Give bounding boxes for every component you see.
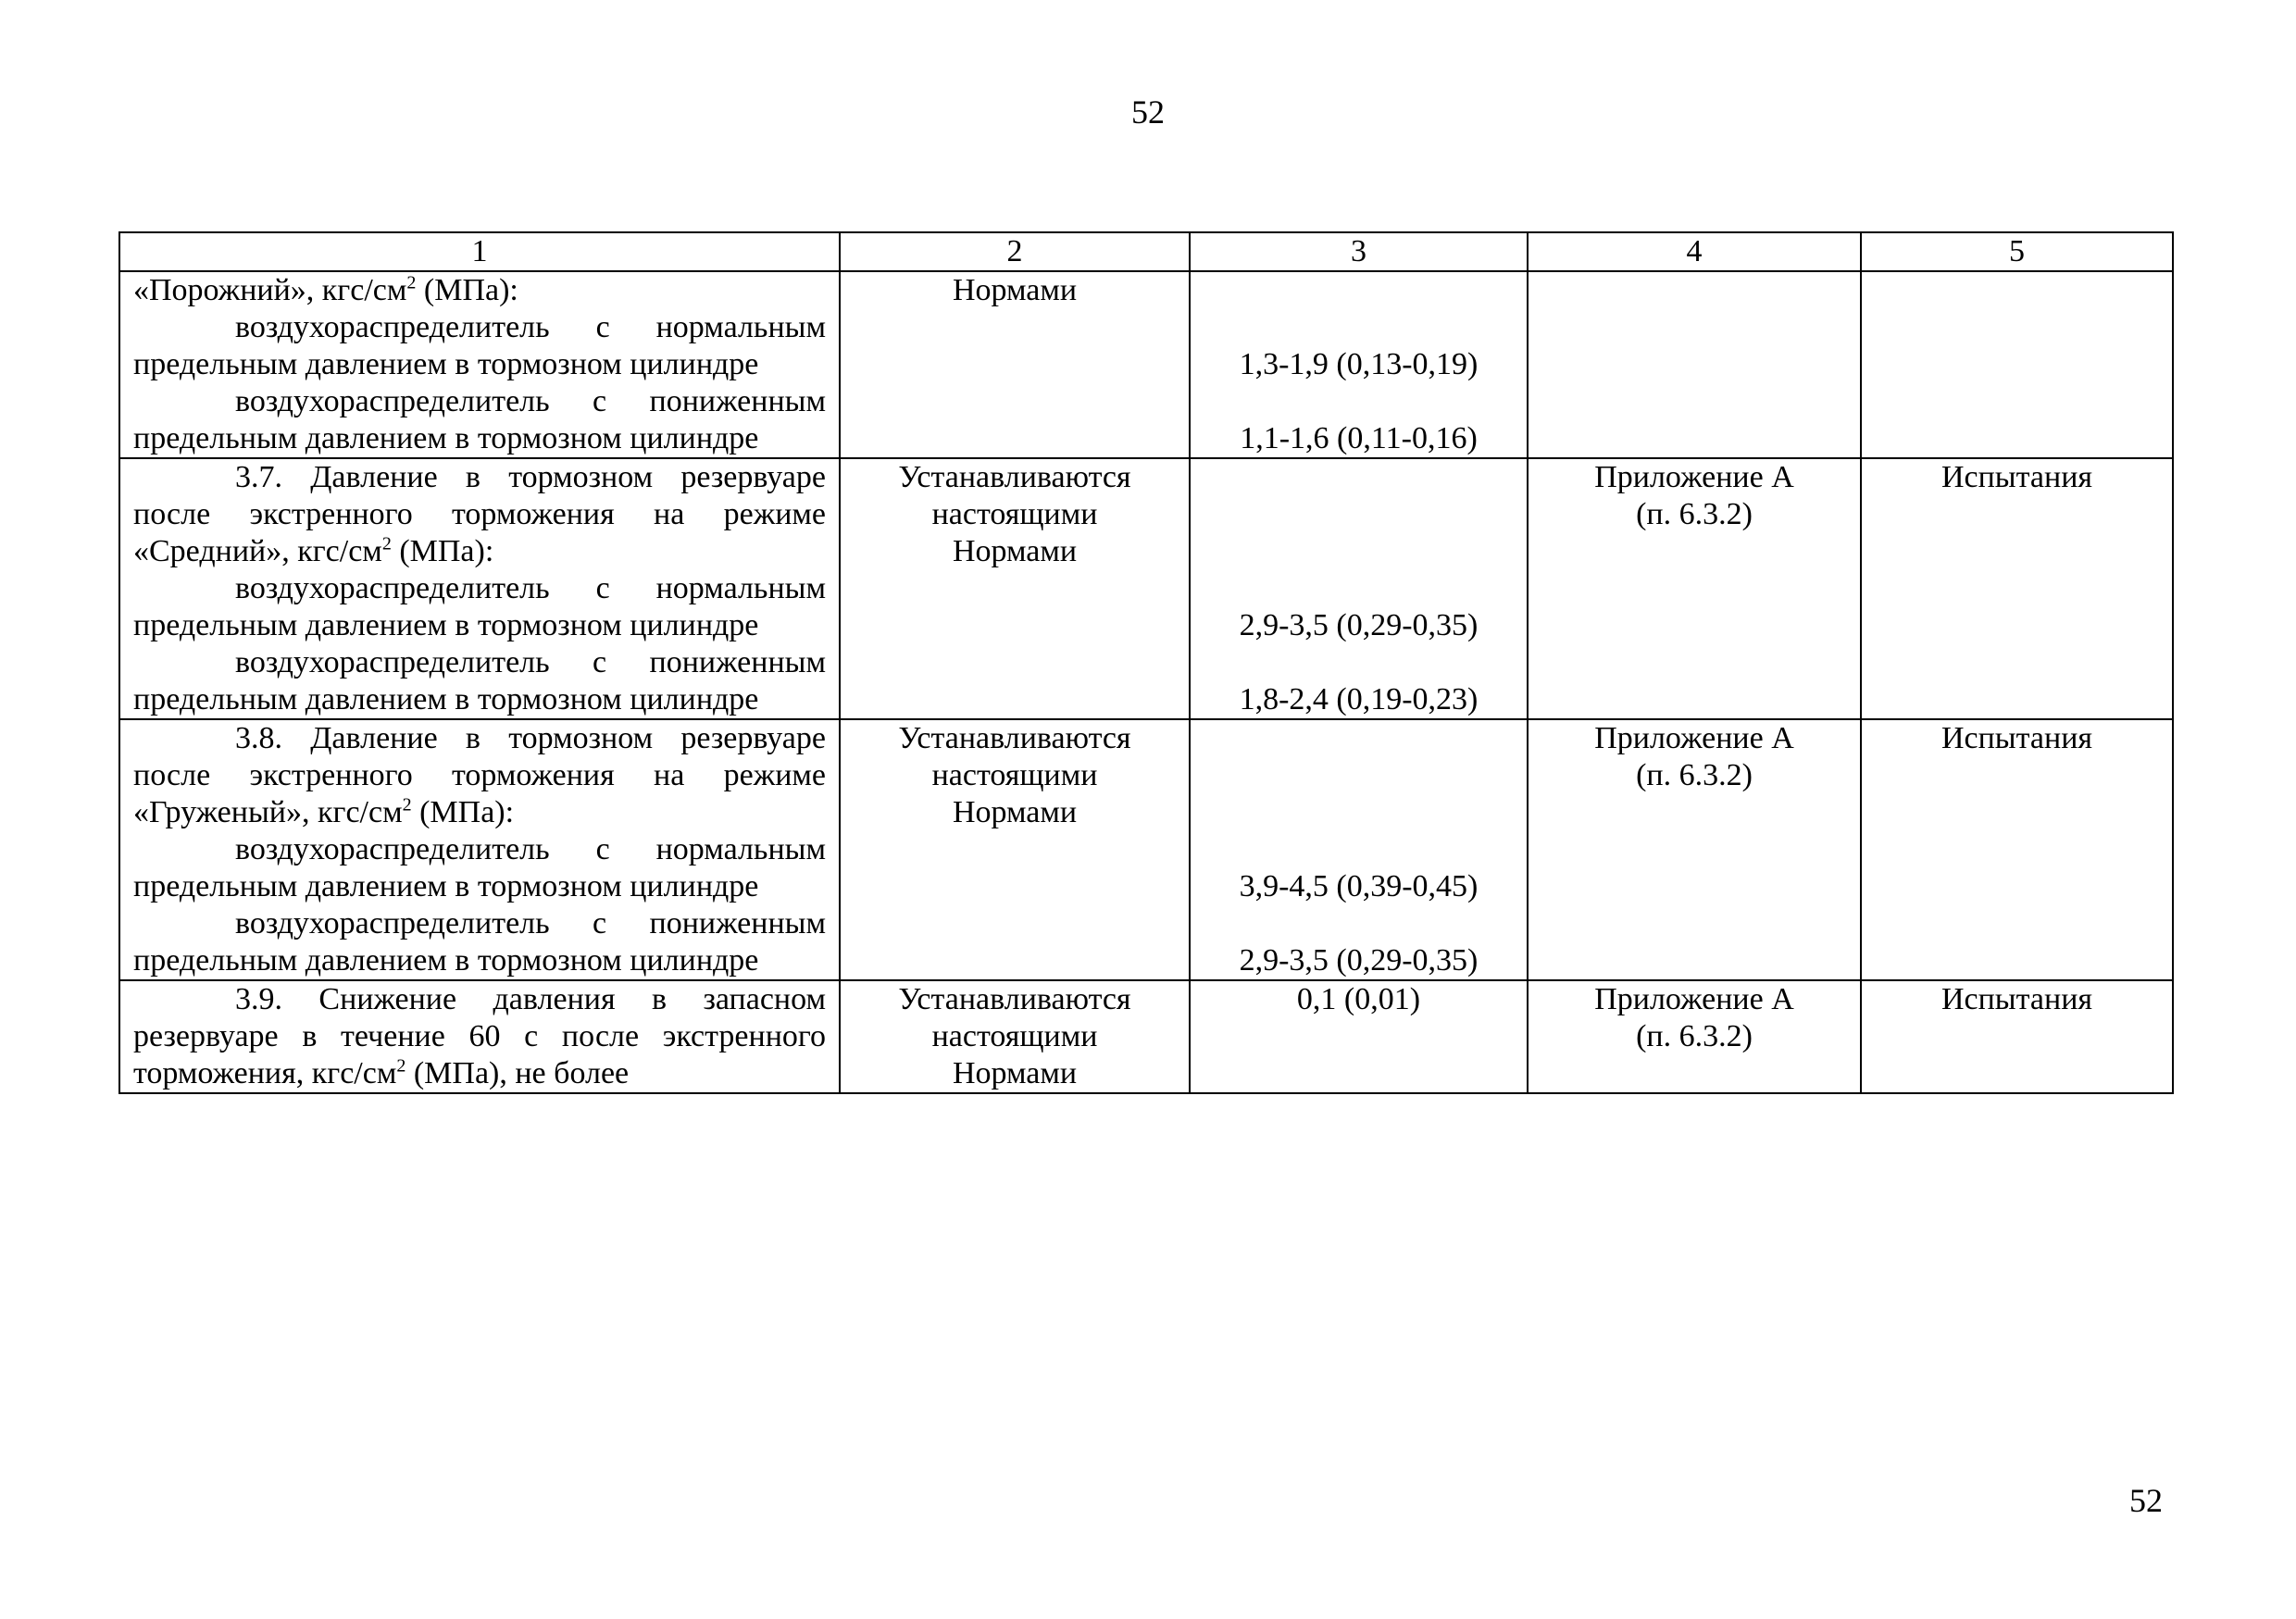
source-line: Нормами [952,1056,1078,1090]
source-line: Устанавливаются [898,460,1131,494]
method-line: Приложение А [1594,721,1794,755]
source-line: Нормами [952,273,1078,307]
header-cell-4: 4 [1528,232,1861,271]
item-title-line-3: «Средний», кгс/$см^2$ (МПа): [133,533,494,568]
row-control-type [1861,719,2173,980]
header-cell-1: 1 [119,232,840,271]
item-title-line-2: после экстренного торможения на режиме [133,497,826,531]
row-value [1190,458,1528,719]
item-title-line-2: резервуаре в течение 60 с после экстренного [133,1019,826,1053]
value-normal: 1,3-1,9 (0,13-0,19) [1239,347,1479,381]
header-cell-2: 2 [840,232,1190,271]
row-method [1528,458,1861,719]
table-row [119,458,2173,719]
item-title-line-1: 3.8. Давление в тормозном резервуаре [235,721,826,755]
page-number-top: 52 [1131,93,1165,131]
reduced-distributor-line: воздухораспределитель с пониженным [235,906,826,940]
reduced-distributor-line: воздухораспределитель с пониженным [235,384,826,418]
normal-distributor-line: воздухораспределитель с нормальным [235,832,826,866]
value-normal: 3,9-4,5 (0,39-0,45) [1239,869,1479,903]
row-source [840,271,1190,458]
row-source [840,458,1190,719]
value-line: 0,1 (0,01) [1296,982,1421,1016]
row-method [1528,980,1861,1093]
value-reduced: 1,8-2,4 (0,19-0,23) [1239,682,1479,716]
row-description [119,458,840,719]
normal-distributor-line: воздухораспределитель с нормальным [235,310,826,344]
control-type: Испытания [1940,982,2093,1016]
row-description [119,980,840,1093]
item-title-line-1: 3.9. Снижение давления в запасном [235,982,826,1016]
method-line: (п. 6.3.2) [1636,1019,1753,1053]
reduced-distributor-line-2: предельным давлением в тормозном цилиндре [133,421,759,455]
method-line: Приложение А [1594,460,1794,494]
normal-distributor-line-2: предельным давлением в тормозном цилиндре [133,608,759,642]
header-cell-3: 3 [1190,232,1528,271]
normal-distributor-line-2: предельным давлением в тормозном цилиндре [133,869,759,903]
source-line: Нормами [952,534,1078,568]
row-value [1190,271,1528,458]
row-description [119,271,840,458]
row-title-line: «Порожний», кгс/$см^2$ (МПа): [133,272,518,307]
table-header-row [119,232,2173,271]
normal-distributor-line: воздухораспределитель с нормальным [235,571,826,605]
row-control-type [1861,980,2173,1093]
control-type: Испытания [1940,721,2093,755]
normal-distributor-line-2: предельным давлением в тормозном цилиндре [133,347,759,381]
value-reduced: 1,1-1,6 (0,11-0,16) [1240,421,1478,455]
table-row [119,719,2173,980]
row-method [1528,719,1861,980]
row-method [1528,271,1861,458]
source-line: Нормами [952,795,1078,829]
specification-table [119,231,2174,1094]
reduced-distributor-line-2: предельным давлением в тормозном цилиндре [133,943,759,978]
row-control-type [1861,271,2173,458]
control-type: Испытания [1940,460,2093,494]
item-title-line-2: после экстренного торможения на режиме [133,758,826,792]
row-value [1190,980,1528,1093]
reduced-distributor-line-2: предельным давлением в тормозном цилиндре [133,682,759,716]
row-source [840,719,1190,980]
method-line: (п. 6.3.2) [1636,758,1753,792]
value-normal: 2,9-3,5 (0,29-0,35) [1239,608,1479,642]
table-row [119,271,2173,458]
row-source [840,980,1190,1093]
reduced-distributor-line: воздухораспределитель с пониженным [235,645,826,679]
method-line: (п. 6.3.2) [1636,497,1753,531]
row-value [1190,719,1528,980]
header-cell-5: 5 [1861,232,2173,271]
item-title-line-3: торможения, кгс/$см^2$ (МПа), не более [133,1055,630,1090]
source-line: настоящими [931,1019,1098,1053]
page-number-bottom: 52 [2129,1482,2163,1519]
source-line: настоящими [931,758,1098,792]
source-line: настоящими [931,497,1098,531]
item-title-line-1: 3.7. Давление в тормозном резервуаре [235,460,826,494]
value-reduced: 2,9-3,5 (0,29-0,35) [1239,943,1479,978]
table-row [119,980,2173,1093]
method-line: Приложение А [1594,982,1794,1016]
item-title-line-3: «Груженый», кгс/$см^2$ (МПа): [133,794,515,829]
source-line: Устанавливаются [898,982,1131,1016]
row-control-type [1861,458,2173,719]
source-line: Устанавливаются [898,721,1131,755]
row-description [119,719,840,980]
